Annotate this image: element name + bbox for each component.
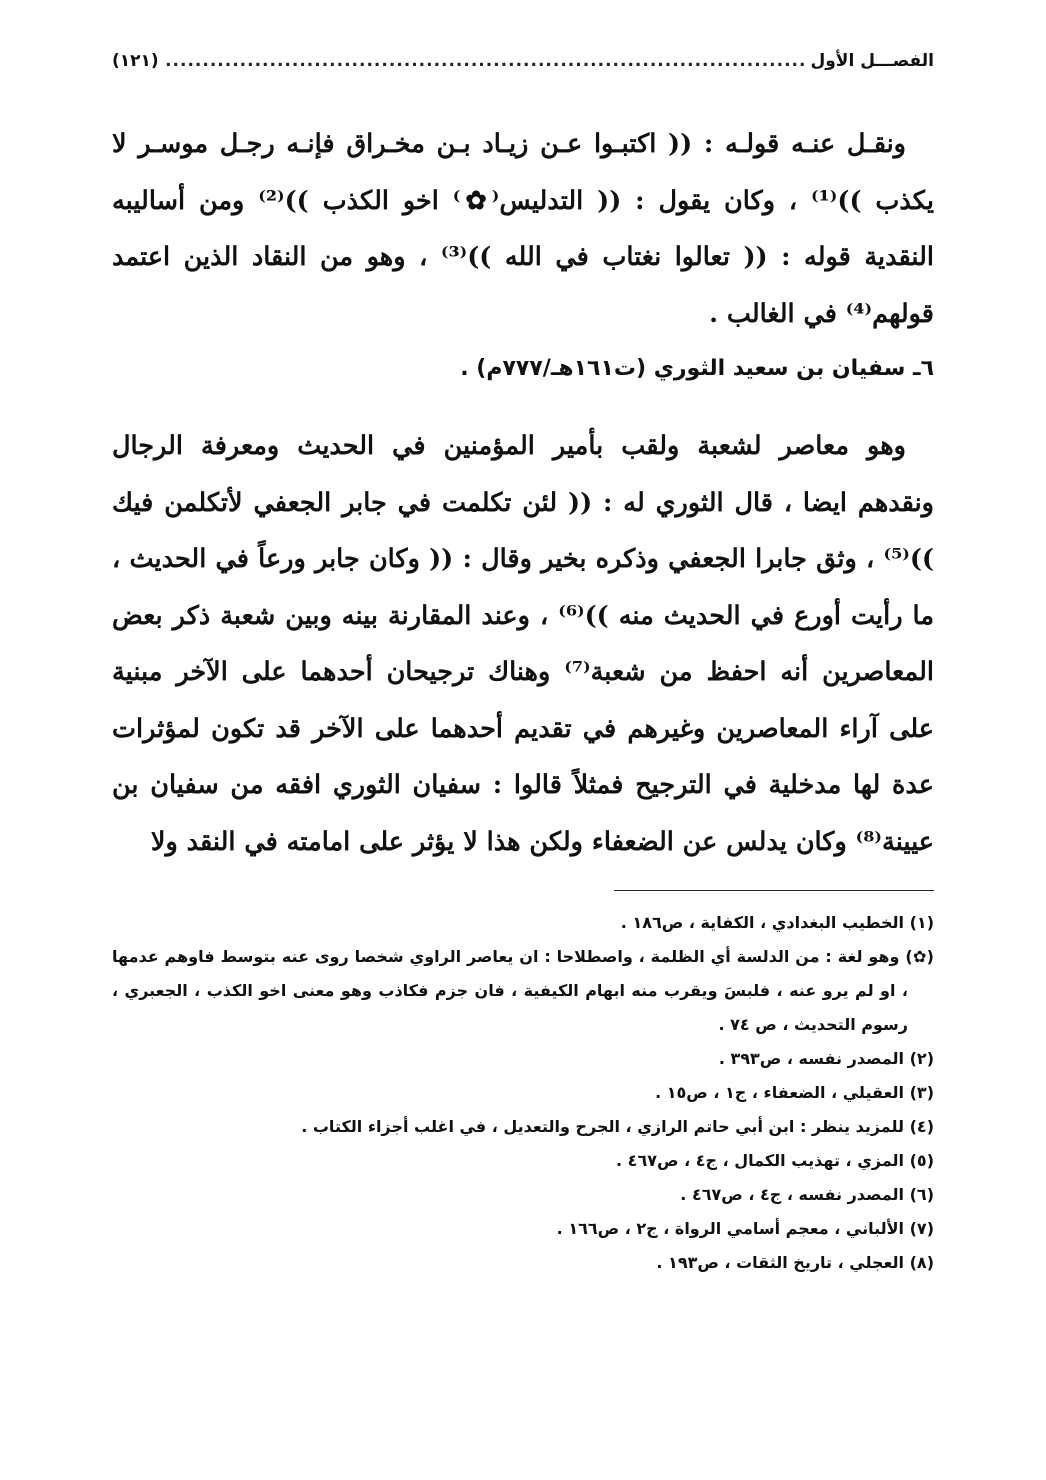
footnote-6: (٦) المصدر نفسه ، ج٤ ، ص٤٦٧ .	[680, 1185, 934, 1204]
footnotes	[112, 906, 934, 1280]
footnote-8: (٨) العجلي ، تاريخ الثقات ، ص١٩٣ .	[656, 1253, 934, 1272]
footnote-tadlis: (✿) وهو لغة : من الدلسة أي الظلمة ، واصطلاحا : ان يعاصر الراوي شخصا روى عنه بتوسط فاوهم عدمها ، او لم يرو عنه ، فلبسَ ويقرب منه ابهام الكيفية ، فان جزم فكاذب وهو معنى اخو الكذب ، الجعبري ، رسوم التحديث ، ص ٧٤ .	[112, 947, 934, 1034]
section-heading: ٦ـ سفيان بن سعيد الثوري (ت١٦١هـ/٧٧٧م) .	[460, 356, 934, 381]
running-header	[112, 46, 934, 76]
footnote-1: (١) الخطيب البغدادي ، الكفاية ، ص١٨٦ .	[620, 913, 934, 932]
page-number: (١٢١)	[112, 51, 159, 71]
footnote-3: (٣) العقيلي ، الضعفاء ، ج١ ، ص١٥ .	[655, 1083, 934, 1102]
footnote-4: (٤) للمزيد ينظر : ابن أبي حاتم الرازي ، الجرح والتعديل ، في اغلب أجزاء الكتاب .	[301, 1117, 934, 1136]
footnote-2: (٢) المصدر نفسه ، ص٣٩٣ .	[718, 1049, 934, 1068]
footnote-5: (٥) المزي ، تهذيب الكمال ، ج٤ ، ص٤٦٧ .	[616, 1151, 934, 1170]
leader-dots	[163, 51, 807, 71]
chapter-title: الفصـــل الأول	[810, 51, 934, 71]
footnote-divider	[614, 890, 934, 891]
paragraph-2: وهو معاصر لشعبة ولقب بأمير المؤمنين في الحديث ومعرفة الرجال ونقدهم ايضا ، قال الثوري له : (( لئن تكلمت في جابر الجعفي لأتكلمن فيك ))⁽⁵⁾ ، وثق جابرا الجعفي وذكره بخير وقال : (( وكان جابر ورعاً في الحديث ، ما رأيت أورع في الحديث منه ))⁽⁶⁾ ، وعند المقارنة بينه وبين شعبة ذكر بعض المعاصرين أنه احفظ من شعبة⁽⁷⁾ وهناك ترجيحان أحدهما على الآخر مبنية على آراء المعاصرين وغيرهم في تقديم أحدهما على الآخر قد تكون لمؤثرات عدة لها مدخلية في الترجيح فمثلاً قالوا : سفيان الثوري افقه من سفيان بن عيينة⁽⁸⁾ وكان يدلس عن الضعفاء ولكن هذا لا يؤثر على امامته في النقد ولا	[112, 431, 934, 857]
paragraph-1: ونقـل عنـه قولـه : (( اكتبـوا عـن زيـاد بـن مخـراق فإنـه رجـل موسـر لا يكذب ))⁽¹⁾ ، وكان يقول : (( التدليس⁽✿⁾ اخو الكذب ))⁽²⁾ ومن أساليبه النقدية قوله : (( تعالوا نغتاب في الله ))⁽³⁾ ، وهو من النقاد الذين اعتمد قولهم⁽⁴⁾ في الغالب .	[112, 129, 934, 329]
footnote-7: (٧) الألباني ، معجم أسامي الرواة ، ج٢ ، ص١٦٦ .	[556, 1219, 934, 1238]
